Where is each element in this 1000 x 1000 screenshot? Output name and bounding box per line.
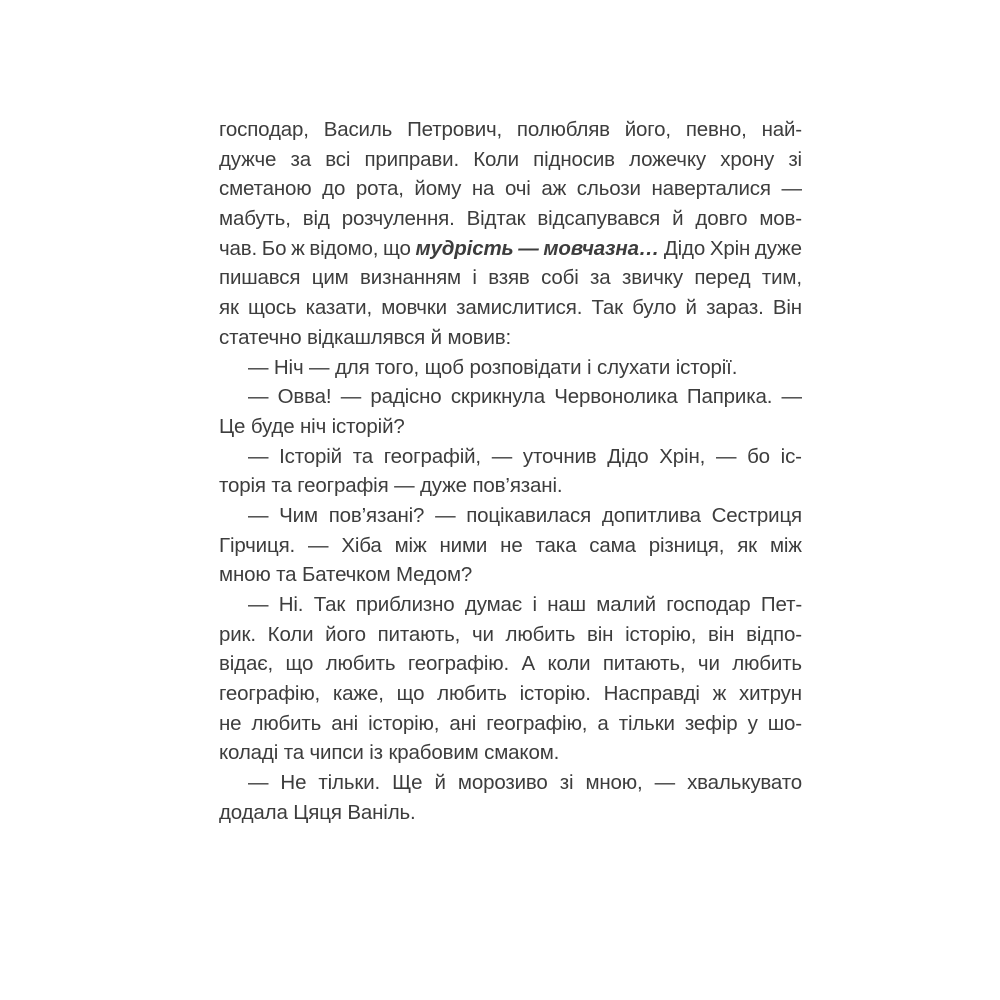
word: відає, [219, 652, 274, 676]
word: любить [437, 682, 507, 706]
word: історії. [675, 355, 738, 379]
word: — [248, 444, 269, 468]
word: до [322, 177, 346, 201]
word: — [781, 385, 802, 409]
word: — [248, 503, 269, 527]
word: зі [788, 147, 802, 171]
word: щоб [424, 355, 464, 379]
word: не [500, 533, 523, 557]
word: Дідо [663, 236, 706, 260]
word: за [290, 147, 311, 171]
word: його, [624, 118, 671, 141]
word: тільки [618, 711, 675, 735]
word: Червонолика [554, 385, 678, 409]
word: Ваніль. [347, 800, 416, 824]
word: Паприка. [686, 385, 773, 409]
word: Ще [392, 771, 423, 795]
word: Історій [279, 444, 342, 468]
word: радісно [370, 385, 442, 409]
word: любить [325, 652, 396, 676]
word: каже, [332, 682, 384, 706]
word: скрикнула [450, 385, 545, 409]
word: що [396, 682, 425, 706]
word: розчулення. [341, 207, 455, 231]
text-line [219, 649, 802, 679]
word: визнанням [360, 266, 461, 290]
word: статечно [219, 325, 302, 349]
text-line [219, 709, 802, 739]
word: хитрун [739, 682, 802, 706]
word: між [394, 533, 427, 557]
word: Хрін [709, 236, 751, 260]
word: крабовим [388, 741, 479, 765]
word: що [383, 236, 411, 260]
word: розповідати [469, 355, 582, 379]
word: як [737, 533, 757, 557]
text-line [219, 382, 802, 412]
word: — [491, 444, 513, 468]
word: Чим [279, 503, 318, 527]
word: приправи. [364, 147, 459, 171]
word: мовив: [447, 325, 512, 349]
text-line [219, 590, 802, 620]
word: Батечком [301, 563, 391, 587]
word: ж [712, 682, 727, 706]
text-line [219, 531, 802, 561]
text-line [219, 293, 802, 323]
word: дуже [754, 236, 802, 260]
word: наверталися [651, 177, 771, 201]
word: А [521, 652, 535, 676]
text-line [219, 145, 802, 175]
word: Гірчиця. [219, 533, 296, 557]
word: звичку [621, 266, 683, 290]
word: було [632, 296, 677, 320]
word: — [340, 385, 362, 409]
word: історій? [331, 414, 405, 438]
word: Дідо [607, 444, 649, 468]
paragraph [219, 768, 802, 827]
word: Василь [323, 118, 393, 141]
text-line [219, 412, 802, 442]
word: любить [505, 622, 576, 646]
word: географію, [219, 682, 321, 706]
word: казати, [305, 296, 373, 320]
word: любить [251, 711, 322, 735]
word: географію, [486, 711, 588, 735]
word: йому [414, 177, 462, 201]
word: буде [250, 414, 295, 438]
text-line [219, 679, 802, 709]
word: взяв [488, 266, 530, 290]
word: ніч [300, 414, 327, 438]
word: бо [747, 444, 770, 468]
text-line [219, 323, 802, 353]
paragraph [219, 442, 802, 501]
word: сметаною [219, 177, 312, 201]
text-line [219, 204, 802, 234]
word: тим, [761, 266, 802, 290]
word: всі [325, 147, 351, 171]
word: питають, [602, 652, 686, 676]
paragraph [219, 590, 802, 768]
word: — [781, 177, 802, 201]
word: питають, [377, 622, 461, 646]
word: на [471, 177, 495, 201]
word: із [369, 741, 383, 765]
word: підносив [533, 147, 615, 171]
word: дужче [219, 147, 277, 171]
word: ними [439, 533, 488, 557]
word: Він [772, 296, 802, 320]
word: ані [449, 711, 477, 735]
word: Так [313, 593, 346, 616]
word: допитлива [601, 503, 701, 527]
text-line [219, 620, 802, 650]
word: цим [311, 266, 349, 290]
word: сама [589, 533, 636, 557]
word: така [535, 533, 577, 557]
word: географій, [383, 444, 481, 468]
word: його [325, 622, 366, 646]
word: зефір [684, 711, 738, 735]
word: Хіба [341, 533, 382, 557]
word: додала [219, 800, 288, 824]
word: Коли [473, 147, 519, 171]
paragraph [219, 382, 802, 441]
word: коладі [219, 741, 279, 765]
word: Бо [261, 236, 287, 260]
word: іс- [780, 444, 802, 468]
word: мною [219, 563, 271, 587]
text-line [219, 798, 802, 828]
word: і [587, 355, 592, 379]
word: Цяця [293, 800, 342, 824]
word: того, [375, 355, 420, 379]
word: ж [291, 236, 305, 260]
word: собі [541, 266, 579, 290]
word: най- [761, 118, 802, 141]
emphasized-word: мовчазна… [543, 236, 660, 260]
text-line [219, 442, 802, 472]
text-block [219, 115, 802, 828]
word: уточнив [522, 444, 597, 468]
word: рота, [355, 177, 404, 201]
word: як [219, 296, 239, 320]
word: — [248, 355, 269, 379]
emphasized-word: мудрість [415, 236, 514, 260]
paragraph [219, 115, 802, 353]
word: і [532, 593, 537, 616]
word: чав. [219, 236, 258, 260]
word: Не [280, 771, 307, 795]
word: певно, [685, 118, 747, 141]
word: він [586, 622, 614, 646]
word: — [248, 385, 269, 409]
emphasized-word: — [518, 236, 539, 260]
word: коли [547, 652, 591, 676]
word: любить [732, 652, 802, 676]
word: історію, [368, 711, 440, 735]
word: відомо, [309, 236, 379, 260]
word: дуже [419, 474, 467, 498]
word: — [394, 474, 415, 498]
word: та [271, 474, 292, 498]
word: чи [697, 652, 720, 676]
word: полюбляв [516, 118, 610, 141]
word: що [285, 652, 314, 676]
word: Ніч [273, 355, 304, 379]
word: Це [219, 414, 246, 438]
word: поцікавилася [466, 503, 592, 527]
word: не [219, 711, 242, 735]
paragraph [219, 501, 802, 590]
word: — [248, 771, 269, 795]
word: Хрін, [659, 444, 706, 468]
word: Медом? [395, 563, 473, 587]
word: морозиво [457, 771, 548, 795]
word: торія [219, 474, 266, 498]
word: — [715, 444, 737, 468]
word: історію. [519, 682, 591, 706]
word: й [672, 207, 684, 231]
word: господар, [219, 118, 309, 141]
word: Насправді [603, 682, 700, 706]
word: наш [547, 593, 586, 616]
word: шо- [767, 711, 802, 735]
text-line [219, 115, 802, 145]
word: малий [596, 593, 656, 616]
word: за [590, 266, 611, 290]
word: — [435, 503, 456, 527]
word: щось [248, 296, 297, 320]
word: хрону [720, 147, 775, 171]
word: мабуть, [219, 207, 291, 231]
word: для [334, 355, 370, 379]
word: — [309, 355, 330, 379]
word: різниця, [648, 533, 725, 557]
word: сльози [576, 177, 641, 201]
word: та [276, 563, 297, 587]
word: ані [331, 711, 359, 735]
word: перед [694, 266, 751, 290]
paragraph [219, 353, 802, 383]
word: й [434, 771, 446, 795]
word: Петрович, [407, 118, 503, 141]
word: відсапувався [537, 207, 661, 231]
word: у [747, 711, 758, 735]
word: та [283, 741, 304, 765]
word: смаком. [484, 741, 560, 765]
word: географія [297, 474, 389, 498]
text-line [219, 738, 802, 768]
text-line [219, 471, 802, 501]
word: чипси [309, 741, 364, 765]
word: історію, [625, 622, 697, 646]
word: мною, [585, 771, 643, 795]
word: Ні. [278, 593, 304, 616]
word: мовчки [381, 296, 447, 320]
word: Пет- [760, 593, 802, 616]
word: Овва! [277, 385, 332, 409]
word: Відтак [466, 207, 526, 231]
word: географію. [407, 652, 509, 676]
word: слухати [596, 355, 671, 379]
word: а [597, 711, 609, 735]
word: Так [591, 296, 623, 320]
word: та [352, 444, 374, 468]
word: між [769, 533, 802, 557]
text-line [219, 353, 802, 383]
text-line [219, 234, 802, 264]
word: Сестриця [711, 503, 802, 527]
word: мов- [759, 207, 802, 231]
word: пишався [219, 266, 301, 290]
word: ложечку [629, 147, 706, 171]
word: відпо- [746, 622, 802, 646]
word: хвалькувато [687, 771, 802, 795]
text-line [219, 263, 802, 293]
word: він [708, 622, 735, 646]
word: зі [559, 771, 574, 795]
word: — [308, 533, 329, 557]
word: — [248, 593, 269, 616]
word: довго [695, 207, 748, 231]
word: Коли [267, 622, 314, 646]
word: пов’язані? [328, 503, 425, 527]
word: очі [504, 177, 531, 201]
word: зараз. [706, 296, 764, 320]
word: і [472, 266, 477, 290]
word: думає [464, 593, 523, 616]
word: від [302, 207, 330, 231]
text-line [219, 501, 802, 531]
word: замислитися. [456, 296, 583, 320]
word: рик. [219, 622, 256, 646]
text-line [219, 768, 802, 798]
word: й [430, 325, 442, 349]
text-line [219, 560, 802, 590]
word: господар [666, 593, 751, 616]
word: тільки. [318, 771, 381, 795]
text-line [219, 174, 802, 204]
word: відкашлявся [307, 325, 426, 349]
word: пов’язані. [472, 474, 563, 498]
word: чи [471, 622, 494, 646]
word: — [654, 771, 675, 795]
word: приблизно [355, 593, 455, 616]
word: аж [541, 177, 567, 201]
word: й [685, 296, 697, 320]
